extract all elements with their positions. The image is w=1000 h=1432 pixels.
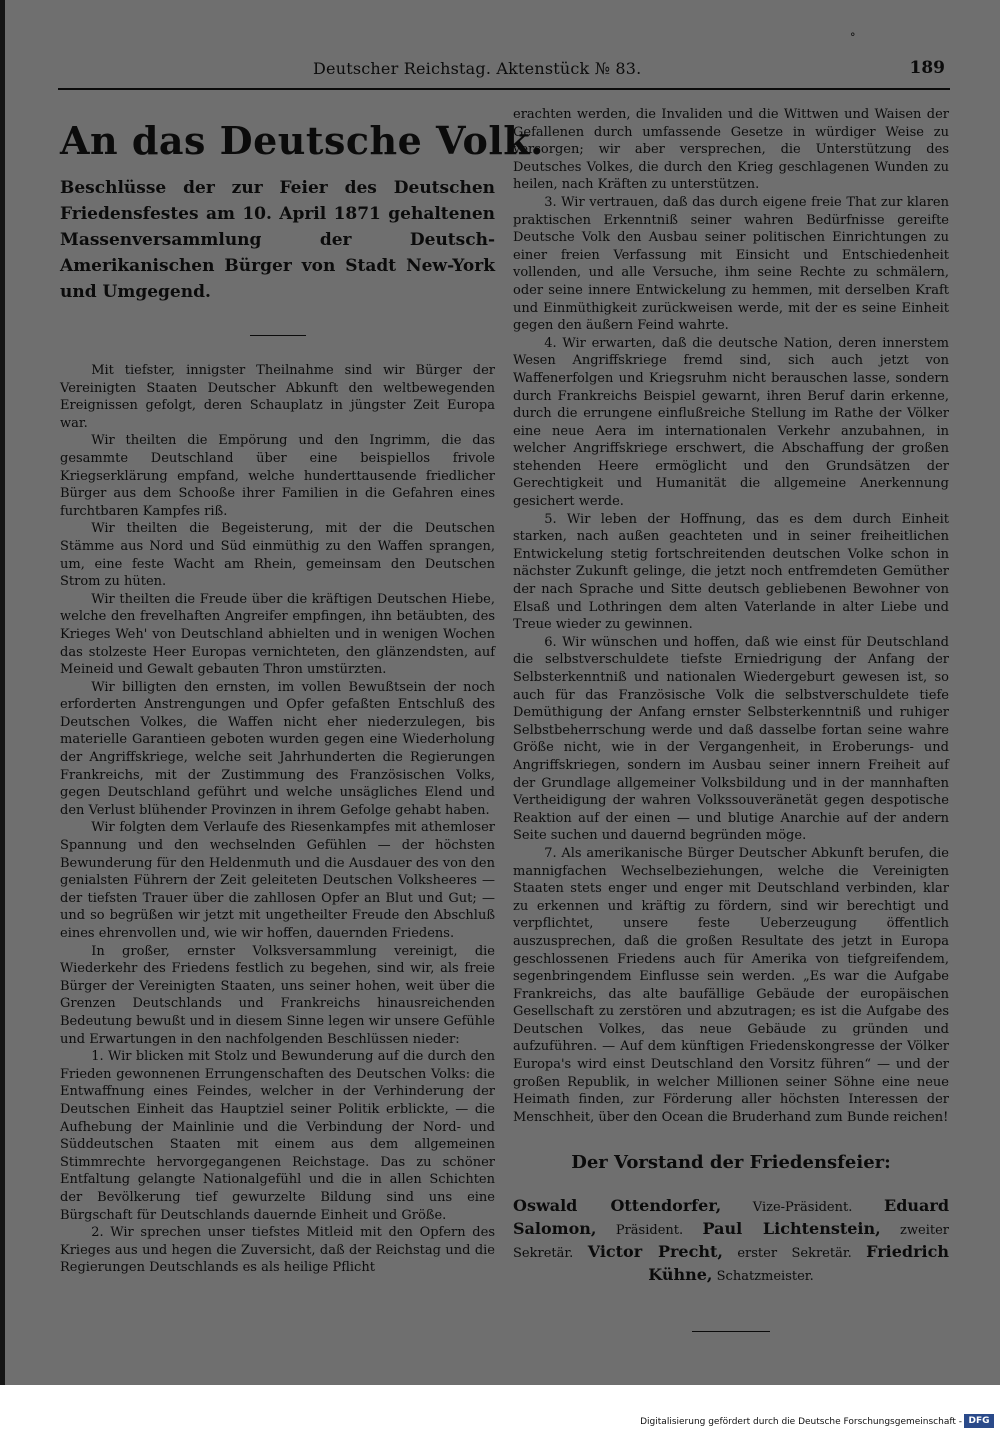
board-line (513, 1264, 949, 1287)
article-subtitle: Beschlüsse der zur Feier des Deutschen Friedensfestes am 10. April 1871 gehaltenen Massenversammlung der Deutsch-Amerikanischen Bürger von Stadt New-York und Umgegend. (60, 178, 495, 302)
board-member-role: Sekretär. (513, 1246, 588, 1262)
paragraph: Wir billigten den ernsten, im vollen Bewußtsein der noch erforderten Anstrengungen und Opfer gefaßten Entschluß des Deutschen Volkes, die Waffen nicht eher niederzulegen, bis materielle Garantieen geboten wurden gegen eine Wiederholung der Angriffskriege, welche seit Jahrhunderten die Regierungen Frankreichs, mit der Zustimmung des Französischen Volks, gegen Deutschland geführt und welche unsägliches Elend und den Verlust blühender Provinzen in ihrem Gefolge gehabt haben. (60, 679, 495, 818)
article-title: An das Deutsche Volk. (60, 118, 544, 163)
paragraph: 4. Wir erwarten, daß die deutsche Nation, deren innerstem Wesen Angriffskriege fremd sind, sich auch jetzt von Waffenerfolgen und Kriegsruhm nicht berauschen lasse, sondern durch Frankreichs Beispiel gewarnt, ihren Beruf darin erkenne, durch die errungene einflußreiche Stellung im Rathe der Völker eine neue Aera im internationalen Verkehr anzubahnen, in welcher Angriffskriege erschwert, die Abschaffung der großen stehenden Heere ermöglicht und den Grundsätzen der Gerechtigkeit und Humanität die allgemeine Anerkennung gesichert werde. (513, 335, 949, 510)
paragraph: In großer, ernster Volksversammlung vereinigt, die Wiederkehr des Friedens festlich zu begehen, sind wir, als freie Bürger der Vereinigten Staaten, uns seiner hohen, weit über die Grenzen Deutschlands und Frankreichs hinausreichenden Bedeutung bewußt und in diesem Sinne legen wir unsere Gefühle und Erwartungen in den nachfolgenden Beschlüssen nieder: (60, 943, 495, 1047)
end-divider (692, 1331, 770, 1332)
board-member-name: Victor Precht, (587, 1242, 723, 1262)
running-title: Deutscher Reichstag. Aktenstück № 83. (313, 59, 642, 78)
board-line (513, 1195, 949, 1218)
board-member-role: Schatzmeister. (712, 1269, 814, 1285)
board-line (513, 1218, 949, 1241)
board-member-name: Kühne, (648, 1265, 713, 1285)
section-divider (250, 335, 306, 336)
board-member-name: Friedrich (866, 1242, 949, 1262)
board-member-role: Präsident. (596, 1223, 703, 1239)
paragraph: 3. Wir vertrauen, daß das durch eigene freie That zur klaren praktischen Erkenntniß seiner wahren Bedürfnisse gereifte Deutsche Volk den Ausbau seiner politischen Einrichtungen zu einer freien Verfassung mit Einsicht und Entschiedenheit vollenden, und alle Versuche, ihm seine Rechte zu schmälern, oder seine innere Entwickelung zu hemmen, mit derselben Kraft und Einmüthigkeit zurückweisen werde, mit der es seine Einheit gegen den äußern Feind wahrte. (513, 194, 949, 334)
left-body (60, 362, 495, 1277)
scan-edge (0, 0, 5, 1385)
paragraph: Wir theilten die Empörung und den Ingrimm, die das gesammte Deutschland über eine beispiellos frivole Kriegserklärung empfand, welche hunderttausende friedlicher Bürger aus dem Schooße ihrer Familien in die Gefahren eines furchtbaren Kampfes riß. (60, 433, 495, 519)
paragraph: 2. Wir sprechen unser tiefstes Mitleid mit den Opfern des Krieges aus und hegen die Zuversicht, daß der Reichstag und die Regierungen Deutschlands es als heilige Pflicht (60, 1225, 495, 1276)
board-member-name: Paul Lichtenstein, (702, 1219, 881, 1239)
paragraph: 1. Wir blicken mit Stolz und Bewunderung auf die durch den Frieden gewonnenen Errungenschaften des Deutschen Volks: die Entwaffnung eines Feindes, welcher in der Verhinderung der Deutschen Einheit das Hauptziel seiner Politik erblickte, — die Aufhebung der Mainlinie und die Verbindung der Nord- und Süddeutschen Staaten mit einem aus dem allgemeinen Stimmrechte hervorgegangenen Reichstage. Das zu schöner Entfaltung gelangte Nationalgefühl und die in allen Schichten der Bevölkerung tief gewurzelte Bildung sind uns eine Bürgschaft für Deutschlands dauernde Einheit und Größe. (60, 1049, 495, 1223)
board-member-role: Vize-Präsident. (721, 1200, 884, 1216)
board-member-name: Oswald Ottendorfer, (513, 1196, 722, 1216)
paragraph: Mit tiefster, innigster Theilnahme sind wir Bürger der Vereinigten Staaten Deutscher Abkunft den weltbewegenden Ereignissen gefolgt, deren Schauplatz in jüngster Zeit Europa war. (60, 363, 495, 431)
board-line (513, 1241, 949, 1264)
paragraph: 6. Wir wünschen und hoffen, daß wie einst für Deutschland die selbstverschuldete tiefste Erniedrigung der Anfang der Selbsterkenntniß und nationalen Wiedergeburt gewesen ist, so auch für das Französische Volk die selbstverschuldete tiefe Demüthigung der Anfang ernster Selbsterkenntniß und ruhiger Selbstbeherrschung werde und daß dasselbe fortan seine wahre Größe nicht, wie in der Vergangenheit, in Eroberungs- und Angriffskriegen, sondern im Ausbau seiner innern Freiheit auf der Grundlage allgemeiner Volksbildung und in der mannhaften Vertheidigung der wahren Volkssouveränetät gegen despotische Reaktion auf der einen — und blutige Anarchie auf der andern Seite suchen und dauernd begründen möge. (513, 634, 949, 844)
board-member-role: zweiter (880, 1223, 950, 1239)
board-member-name: Salomon, (513, 1219, 597, 1239)
page-number: 189 (909, 58, 945, 78)
dfg-logo-icon: DFG (964, 1414, 994, 1428)
right-column (513, 106, 949, 1332)
paragraph: 5. Wir leben der Hoffnung, das es dem durch Einheit starken, nach außen geachteten und in seiner freiheitlichen Entwickelung stetig fortschreitenden deutschen Volke schon in nächster Zukunft gelinge, die jetzt noch entfremdeten Gemüther der nach Sprache und Sitte deutsch gebliebenen Bewohner von Elsaß und Lothringen dem alten Vaterlande in alter Liebe und Treue wieder zu gewinnen. (513, 511, 949, 633)
running-header (58, 58, 950, 90)
footer-bar (0, 1385, 1000, 1432)
paragraph: Wir folgten dem Verlaufe des Riesenkampfes mit athemloser Spannung und den wechselnden Gefühlen — der höchsten Bewunderung für den Heldenmuth und die Ausdauer des von den genialsten Führern der Zeit geleiteten Deutschen Volksheeres — der tiefsten Trauer über die zahllosen Opfer an Blut und Gut; — und so begrüßen wir jetzt mit ungetheilter Freude den Abschluß eines ehrenvollen und, wie wir hoffen, dauernden Friedens. (60, 820, 495, 941)
right-body (513, 106, 949, 1126)
funding-credit: Digitalisierung gefördert durch die Deutsche Forschungsgemeinschaft - (640, 1417, 962, 1427)
page-speck: ° (850, 31, 856, 44)
board-member-name: Eduard (884, 1196, 949, 1216)
paragraph: erachten werden, die Invaliden und die Wittwen und Waisen der Gefallenen durch umfassende Gesetze in würdiger Weise zu versorgen; wir aber versprechen, die Unterstützung des Deutsches Volkes, die durch den Krieg geschlagenen Wunden zu heilen, nach Kräften zu unterstützen. (513, 107, 949, 193)
paragraph: Wir theilten die Begeisterung, mit der die Deutschen Stämme aus Nord und Süd einmüthig zu den Waffen sprangen, um, eine feste Wacht am Rhein, gemeinsam den Deutschen Strom zu hüten. (60, 521, 495, 590)
board-member-role: erster Sekretär. (722, 1246, 867, 1262)
paragraph: 7. Als amerikanische Bürger Deutscher Abkunft berufen, die mannigfachen Wechselbeziehungen, welche die Vereinigten Staaten stets enger und enger mit Deutschland verbinden, klar zu erkennen und kräftig zu fördern, sind wir berechtigt und verpflichtet, unsere feste Ueberzeugung öffentlich auszusprechen, daß die großen Resultate des jetzt in Europa geschlossenen Friedens auch für Amerika von tiefgreifendem, segenbringendem Einflusse sein werden. „Es war die Aufgabe Frankreichs, das alte baufällige Gebäude der europäischen Gesellschaft zu zerstören und abzutragen; es ist die Aufgabe des Deutschen Volkes, das neue Gebäude zu gründen und aufzuführen. — Auf dem künftigen Friedenskongresse der Völker Europa's wird einst Deutschland den Vorsitz führen“ — und der großen Republik, in welcher Millionen seiner Söhne eine neue Heimath finden, zur Förderung aller höchsten Interessen der Menschheit, über den Ocean die Bruderhand zum Bunde reichen! (513, 845, 949, 1125)
left-column (60, 112, 544, 1277)
board-heading: Der Vorstand der Friedensfeier: (571, 1152, 891, 1174)
paragraph: Wir theilten die Freude über die kräftigen Deutschen Hiebe, welche den frevelhaften Angreifer empfingen, ihn betäubten, des Krieges Weh' von Deutschland abhielten und in wenigen Wochen das stolzeste Heer Europas vernichteten, den glänzendsten, auf Meineid und Gewalt gebauten Thron umstürzten. (60, 591, 495, 678)
